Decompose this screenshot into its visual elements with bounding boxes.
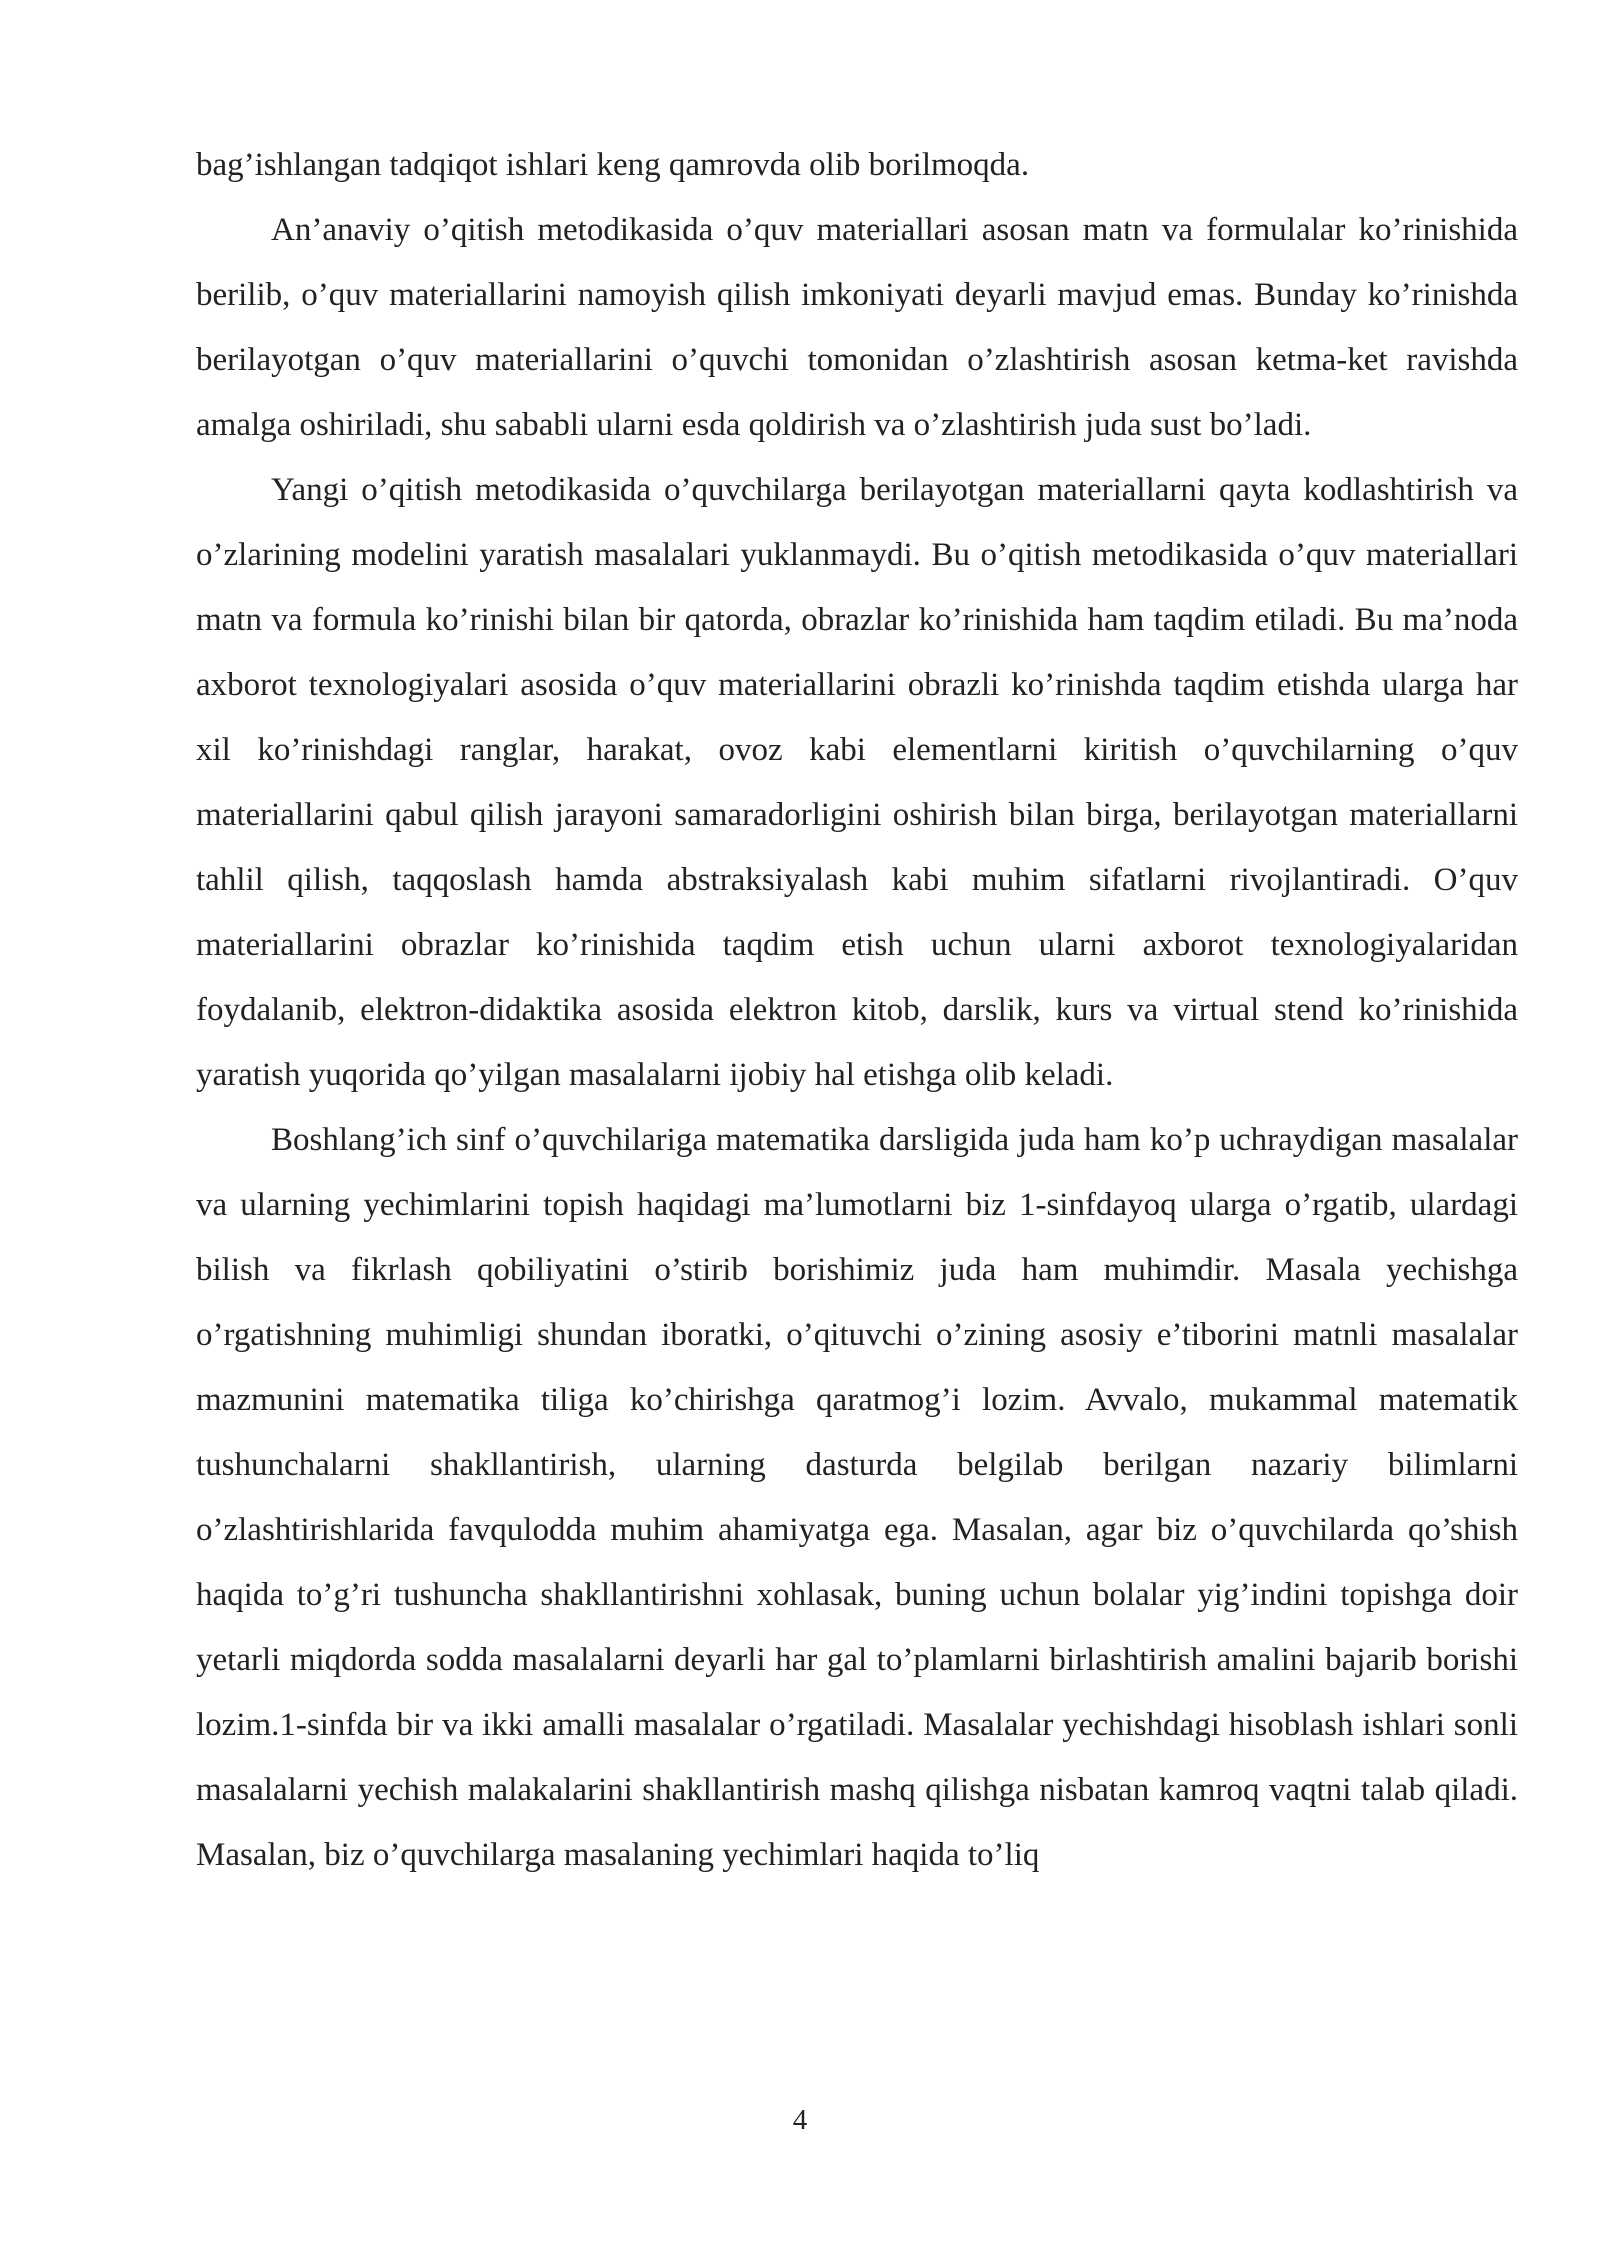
page-number: 4: [792, 2104, 808, 2136]
paragraph-3: Yangi o’qitish metodikasida o’quvchilarga berilayotgan materiallarni qayta kodlashtirish va o’zlarining modelini yaratish masalalari yuklanmaydi. Bu o’qitish metodikasida o’quv materiallari matn va formula ko’rinishi bilan bir qatorda, obrazlar ko’rinishida ham taqdim etiladi. Bu ma’noda axborot texnologiyalari asosida o’quv materiallarini obrazli ko’rinishda taqdim etishda ularga har xil ko’rinishdagi ranglar, harakat, ovoz kabi elementlarni kiritish o’quvchilarning o’quv materiallarini qabul qilish jarayoni samaradorligini oshirish bilan birga, berilayotgan materiallarni tahlil qilish, taqqoslash hamda abstraksiyalash kabi muhim sifatlarni rivojlantiradi. O’quv materiallarini obrazlar ko’rinishida taqdim etish uchun ularni axborot texnologiyalaridan foydalanib, elektron-didaktika asosida elektron kitob, darslik, kurs va virtual stend ko’rinishida yaratish yuqorida qo’yilgan masalalarni ijobiy hal etishga olib keladi.: [196, 472, 1518, 1093]
paragraph-1: bag’ishlangan tadqiqot ishlari keng qamrovda olib borilmoqda.: [196, 147, 1030, 183]
paragraph-2: An’anaviy o’qitish metodikasida o’quv materiallari asosan matn va formulalar ko’rinishida berilib, o’quv materiallarini namoyish qilish imkoniyati deyarli mavjud emas. Bunday ko’rinishda berilayotgan o’quv materiallarini o’quvchi tomonidan o’zlashtirish asosan ketma-ket ravishda amalga oshiriladi, shu sababli ularni esda qoldirish va o’zlashtirish juda sust bo’ladi.: [196, 212, 1518, 443]
paragraph-4: Boshlang’ich sinf o’quvchilariga matematika darsligida juda ham ko’p uchraydigan masalalar va ularning yechimlarini topish haqidagi ma’lumotlarni biz 1-sinfdayoq ularga o’rgatib, ulardagi bilish va fikrlash qobiliyatini o’stirib borishimiz juda ham muhimdir. Masala yechishga o’rgatishning muhimligi shundan iboratki, o’qituvchi o’zining asosiy e’tiborini matnli masalalar mazmunini matematika tiliga ko’chirishga qaratmog’i lozim. Avvalo, mukammal matematik tushunchalarni shakllantirish, ularning dasturda belgilab berilgan nazariy bilimlarni o’zlashtirishlarida favqulodda muhim ahamiyatga ega. Masalan, agar biz o’quvchilarda qo’shish haqida to’g’ri tushuncha shakllantirishni xohlasak, buning uchun bolalar yig’indini topishga doir yetarli miqdorda sodda masalalarni deyarli har gal to’plamlarni birlashtirish amalini bajarib borishi lozim.1-sinfda bir va ikki amalli masalalar o’rgatiladi. Masalalar yechishdagi hisoblash ishlari sonli masalalarni yechish malakalarini shakllantirish mashq qilishga nisbatan kamroq vaqtni talab qiladi. Masalan, biz o’quvchilarga masalaning yechimlari haqida to’liq: [196, 1122, 1518, 1873]
body-text: [196, 133, 1518, 1888]
